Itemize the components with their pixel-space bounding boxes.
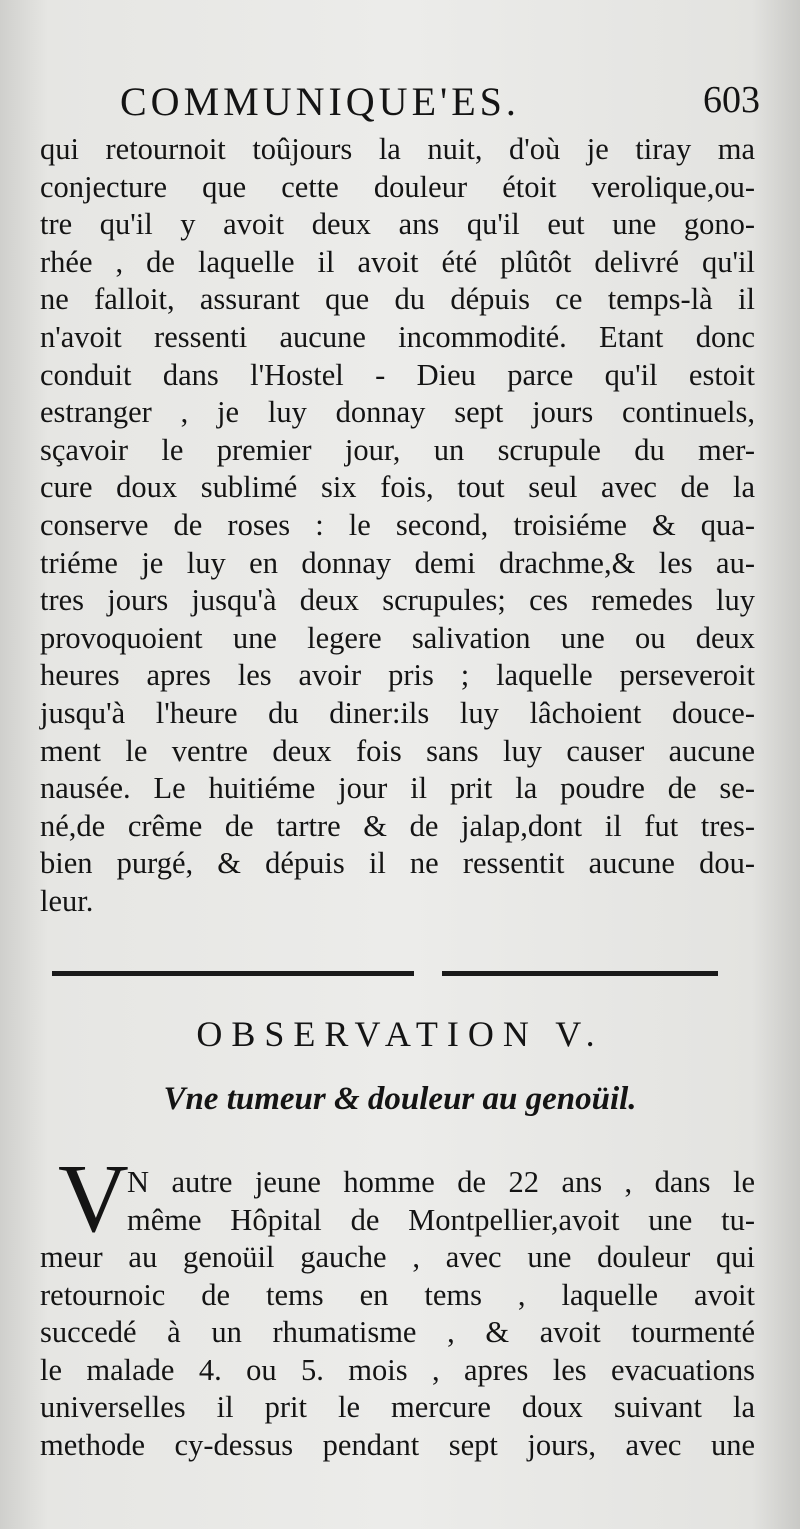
text-line: tres jours jusqu'à deux scrupules; ces remedes luy xyxy=(40,583,755,618)
text-line: conjecture que cette douleur étoit verolique,ou- xyxy=(40,169,755,204)
text-line: jusqu'à l'heure du diner:ils luy lâchoient douce- xyxy=(40,695,755,730)
text-line: leur. xyxy=(40,883,94,918)
text-line: n'avoit ressenti aucune incommodité. Etant donc xyxy=(40,319,755,354)
text-line: tre qu'il y avoit deux ans qu'il eut une gono- xyxy=(40,207,755,242)
text-line: conduit dans l'Hostel - Dieu parce qu'il estoit xyxy=(40,357,755,392)
page-number: 603 xyxy=(703,79,760,121)
text-line: conserve de roses : le second, troisiéme & qua- xyxy=(40,507,755,542)
text-line: heures apres les avoir pris ; laquelle perseveroit xyxy=(40,658,755,693)
drop-cap: V xyxy=(58,1145,129,1253)
paragraph-two xyxy=(40,1239,755,1465)
text-line: triéme je luy en donnay demi drachme,& les au- xyxy=(40,545,755,580)
text-line: cure doux sublimé six fois, tout seul avec de la xyxy=(40,470,755,505)
running-head: COMMUNIQUE'ES. xyxy=(120,79,520,124)
text-line: succedé à un rhumatisme , & avoit tourmenté xyxy=(40,1315,755,1350)
paragraph-two-indented xyxy=(127,1164,755,1239)
text-line: rhée , de laquelle il avoit été plûtôt delivré qu'il xyxy=(40,244,755,279)
text-line: né,de crême de tartre & de jalap,dont il fut tres- xyxy=(40,808,755,843)
section-subtitle: Vne tumeur & douleur au genoüil. xyxy=(163,1081,637,1117)
text-line: retournoic de tems en tems , laquelle avoit xyxy=(40,1277,755,1312)
text-line: universelles il prit le mercure doux suivant la xyxy=(40,1390,755,1425)
text-line: ment le ventre deux fois sans luy causer aucune xyxy=(40,733,755,768)
text-line: N autre jeune homme de 22 ans , dans le xyxy=(127,1165,755,1199)
text-line: qui retournoit toûjours la nuit, d'où je tiray ma xyxy=(40,132,755,166)
text-line: le malade 4. ou 5. mois , apres les evacuations xyxy=(40,1352,755,1387)
text-line: même Hôpital de Montpellier,avoit une tu- xyxy=(127,1202,755,1237)
text-line: estranger , je luy donnay sept jours continuels, xyxy=(40,395,755,430)
page-header xyxy=(120,78,760,128)
section-heading: OBSERVATION V. xyxy=(196,1014,604,1054)
text-line: provoquoient une legere salivation une ou deux xyxy=(40,620,755,655)
section-rule-right xyxy=(442,971,718,976)
text-line: sçavoir le premier jour, un scrupule du mer- xyxy=(40,432,755,467)
text-line: bien purgé, & dépuis il ne ressentit aucune dou- xyxy=(40,846,755,881)
paragraph-one xyxy=(40,131,755,920)
text-line: methode cy-dessus pendant sept jours, avec une xyxy=(40,1427,755,1462)
text-line: meur au genoüil gauche , avec une douleur qui xyxy=(40,1240,755,1274)
text-line: ne falloit, assurant que du dépuis ce temps-là il xyxy=(40,282,755,317)
section-rule-left xyxy=(52,971,414,976)
text-line: nausée. Le huitiéme jour il prit la poudre de se- xyxy=(40,771,755,806)
